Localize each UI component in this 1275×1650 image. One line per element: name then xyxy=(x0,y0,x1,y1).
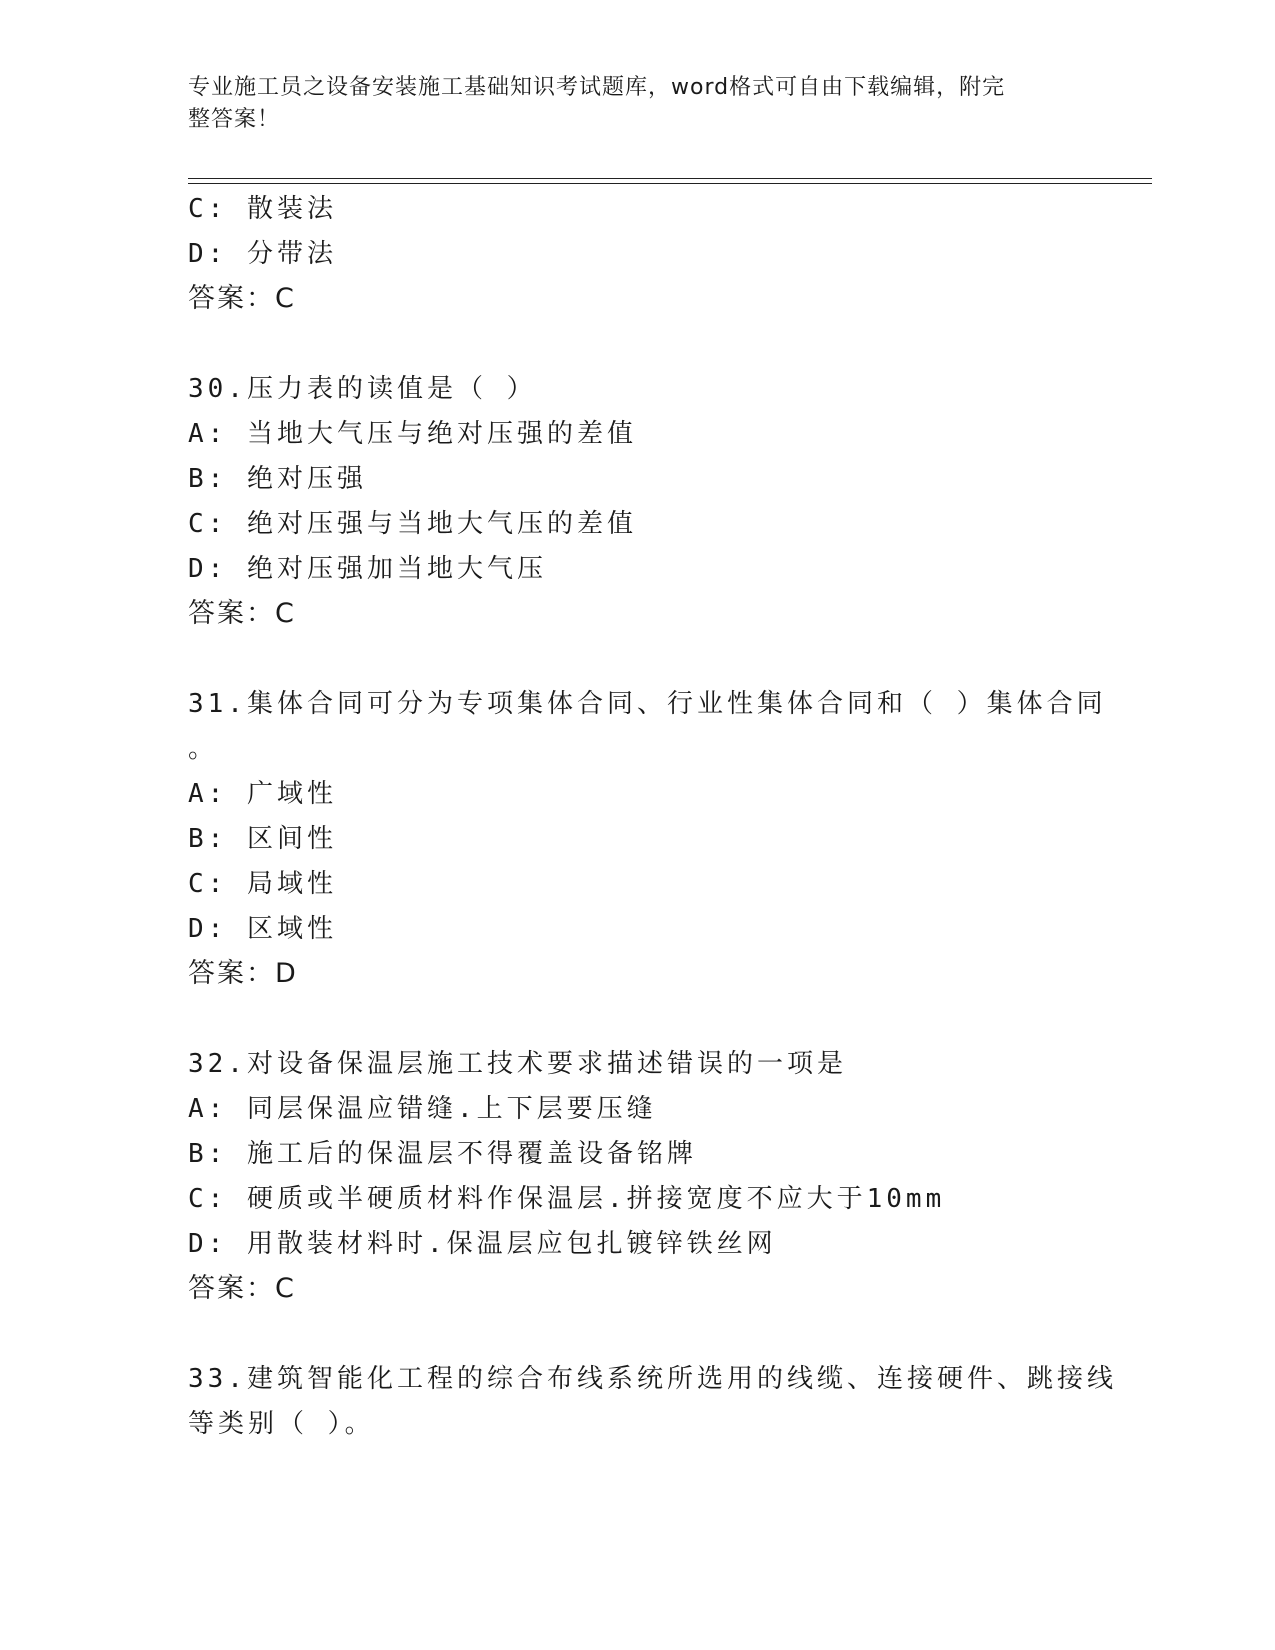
q30-option-d: D: 绝对压强加当地大气压 xyxy=(188,554,547,584)
q31-option-c: C: 局域性 xyxy=(188,869,337,899)
q30-stem: 30.压力表的读值是（ ） xyxy=(188,374,537,404)
q32-option-d: D: 用散装材料时.保温层应包扎镀锌铁丝网 xyxy=(188,1229,777,1259)
q31-option-a: A: 广域性 xyxy=(188,779,337,809)
header-rule-top xyxy=(188,178,1152,179)
q33-stem-line-2: 等类别（ ）。 xyxy=(188,1409,375,1439)
q32-stem: 32.对设备保温层施工技术要求描述错误的一项是 xyxy=(188,1049,847,1079)
q31-answer: 答案：D xyxy=(188,958,298,989)
header-line-1: 专业施工员之设备安装施工基础知识考试题库，word格式可自由下载编辑，附完 xyxy=(188,75,1006,100)
header-rule-bottom xyxy=(188,183,1152,184)
q29-answer: 答案：C xyxy=(188,283,296,314)
q31-option-d: D: 区域性 xyxy=(188,914,337,944)
q29-option-d: D: 分带法 xyxy=(188,239,337,269)
q32-option-c: C: 硬质或半硬质材料作保温层.拼接宽度不应大于10mm xyxy=(188,1184,946,1214)
header-line-2: 整答案！ xyxy=(188,107,281,132)
q30-option-b: B: 绝对压强 xyxy=(188,464,367,494)
q30-answer: 答案：C xyxy=(188,598,296,629)
q31-stem-line-1: 31.集体合同可分为专项集体合同、行业性集体合同和（ ）集体合同 xyxy=(188,689,1107,719)
q30-option-c: C: 绝对压强与当地大气压的差值 xyxy=(188,509,637,539)
q32-option-b: B: 施工后的保温层不得覆盖设备铭牌 xyxy=(188,1139,697,1169)
q33-stem-line-1: 33.建筑智能化工程的综合布线系统所选用的线缆、连接硬件、跳接线 xyxy=(188,1364,1117,1394)
q30-option-a: A: 当地大气压与绝对压强的差值 xyxy=(188,419,637,449)
q29-option-c: C: 散装法 xyxy=(188,194,337,224)
q31-option-b: B: 区间性 xyxy=(188,824,337,854)
document-header xyxy=(188,72,1088,136)
q31-stem-line-2: 。 xyxy=(188,734,219,764)
q32-option-a: A: 同层保温应错缝.上下层要压缝 xyxy=(188,1094,657,1124)
q32-answer: 答案：C xyxy=(188,1273,296,1304)
